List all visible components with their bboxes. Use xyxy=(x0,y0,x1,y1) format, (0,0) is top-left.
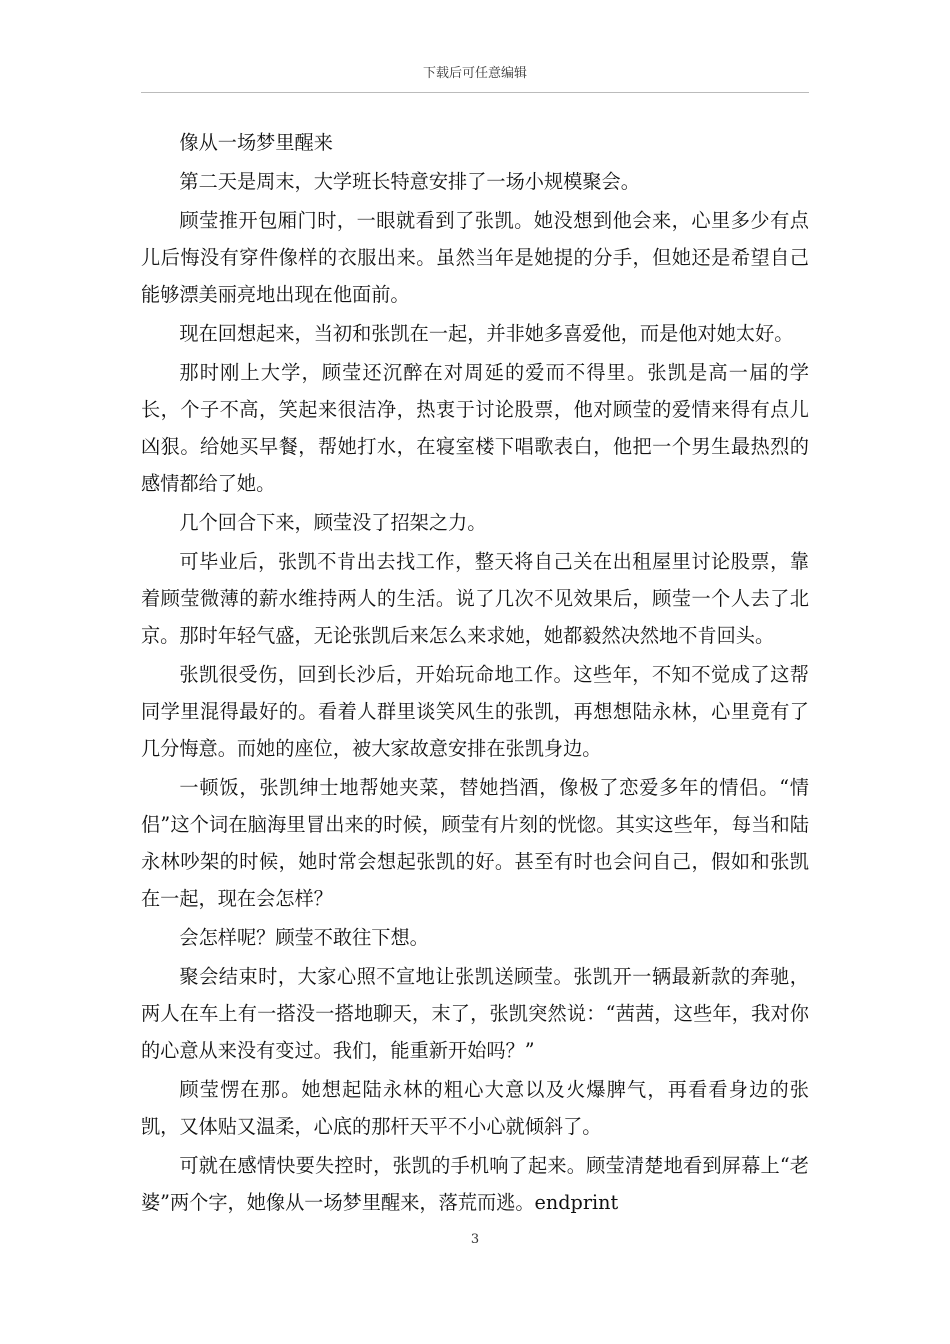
page-number: 3 xyxy=(470,1232,480,1247)
paragraph: 第二天是周末，大学班长特意安排了一场小规模聚会。 xyxy=(179,170,640,193)
paragraph: 会怎样呢？顾莹不敢往下想。 xyxy=(179,926,429,949)
paragraph: 几个回合下来，顾莹没了招架之力。 xyxy=(179,511,487,534)
paragraph: 顾莹愣在那。她想起陆永林的粗心大意以及火爆脾气，再看看身边的张凯，又体贴又温柔，心底的那杆天平不小心就倾斜了。 xyxy=(141,1078,809,1138)
paragraph: 那时刚上大学，顾莹还沉醉在对周延的爱而不得里。张凯是高一届的学长，个子不高，笑起来很洁净，热衷于讨论股票，他对顾莹的爱情来得有点儿凶狠。给她买早餐，帮她打水，在寝室楼下唱歌表白，他把一个男生最热烈的感情都给了她。 xyxy=(141,361,809,495)
paragraph: 可毕业后，张凯不肯出去找工作，整天将自己关在出租屋里讨论股票，靠着顾莹微薄的薪水维持两人的生活。说了几次不见效果后，顾莹一个人去了北京。那时年轻气盛，无论张凯后来怎么来求她，她都毅然决然地不肯回头。 xyxy=(141,550,809,647)
header-divider xyxy=(141,92,809,93)
paragraph: 一顿饭，张凯绅士地帮她夹菜，替她挡酒，像极了恋爱多年的情侣。“情侣”这个词在脑海里冒出来的时候，顾莹有片刻的恍惚。其实这些年，每当和陆永林吵架的时候，她时常会想起张凯的好。甚至有时也会问自己，假如和张凯在一起，现在会怎样？ xyxy=(141,776,809,910)
page-header: 下载后可任意编辑 xyxy=(422,66,527,81)
article-title: 像从一场梦里醒来 xyxy=(179,131,333,154)
paragraph: 现在回想起来，当初和张凯在一起，并非她多喜爱他，而是他对她太好。 xyxy=(179,322,794,345)
paragraph: 张凯很受伤，回到长沙后，开始玩命地工作。这些年，不知不觉成了这帮同学里混得最好的。看着人群里谈笑风生的张凯，再想想陆永林，心里竟有了几分悔意。而她的座位，被大家故意安排在张凯身边。 xyxy=(141,663,809,760)
paragraph: 可就在感情快要失控时，张凯的手机响了起来。顾莹清楚地看到屏幕上“老婆”两个字，她像从一场梦里醒来，落荒而逃。endprint xyxy=(141,1154,809,1214)
paragraph: 顾莹推开包厢门时，一眼就看到了张凯。她没想到他会来，心里多少有点儿后悔没有穿件像样的衣服出来。虽然当年是她提的分手，但她还是希望自己能够漂美丽亮地出现在他面前。 xyxy=(141,209,809,306)
paragraph: 聚会结束时，大家心照不宣地让张凯送顾莹。张凯开一辆最新款的奔驰，两人在车上有一搭没一搭地聊天，末了，张凯突然说：“茜茜，这些年，我对你的心意从来没有变过。我们，能重新开始吗？” xyxy=(141,965,809,1062)
article-body xyxy=(141,124,809,1223)
